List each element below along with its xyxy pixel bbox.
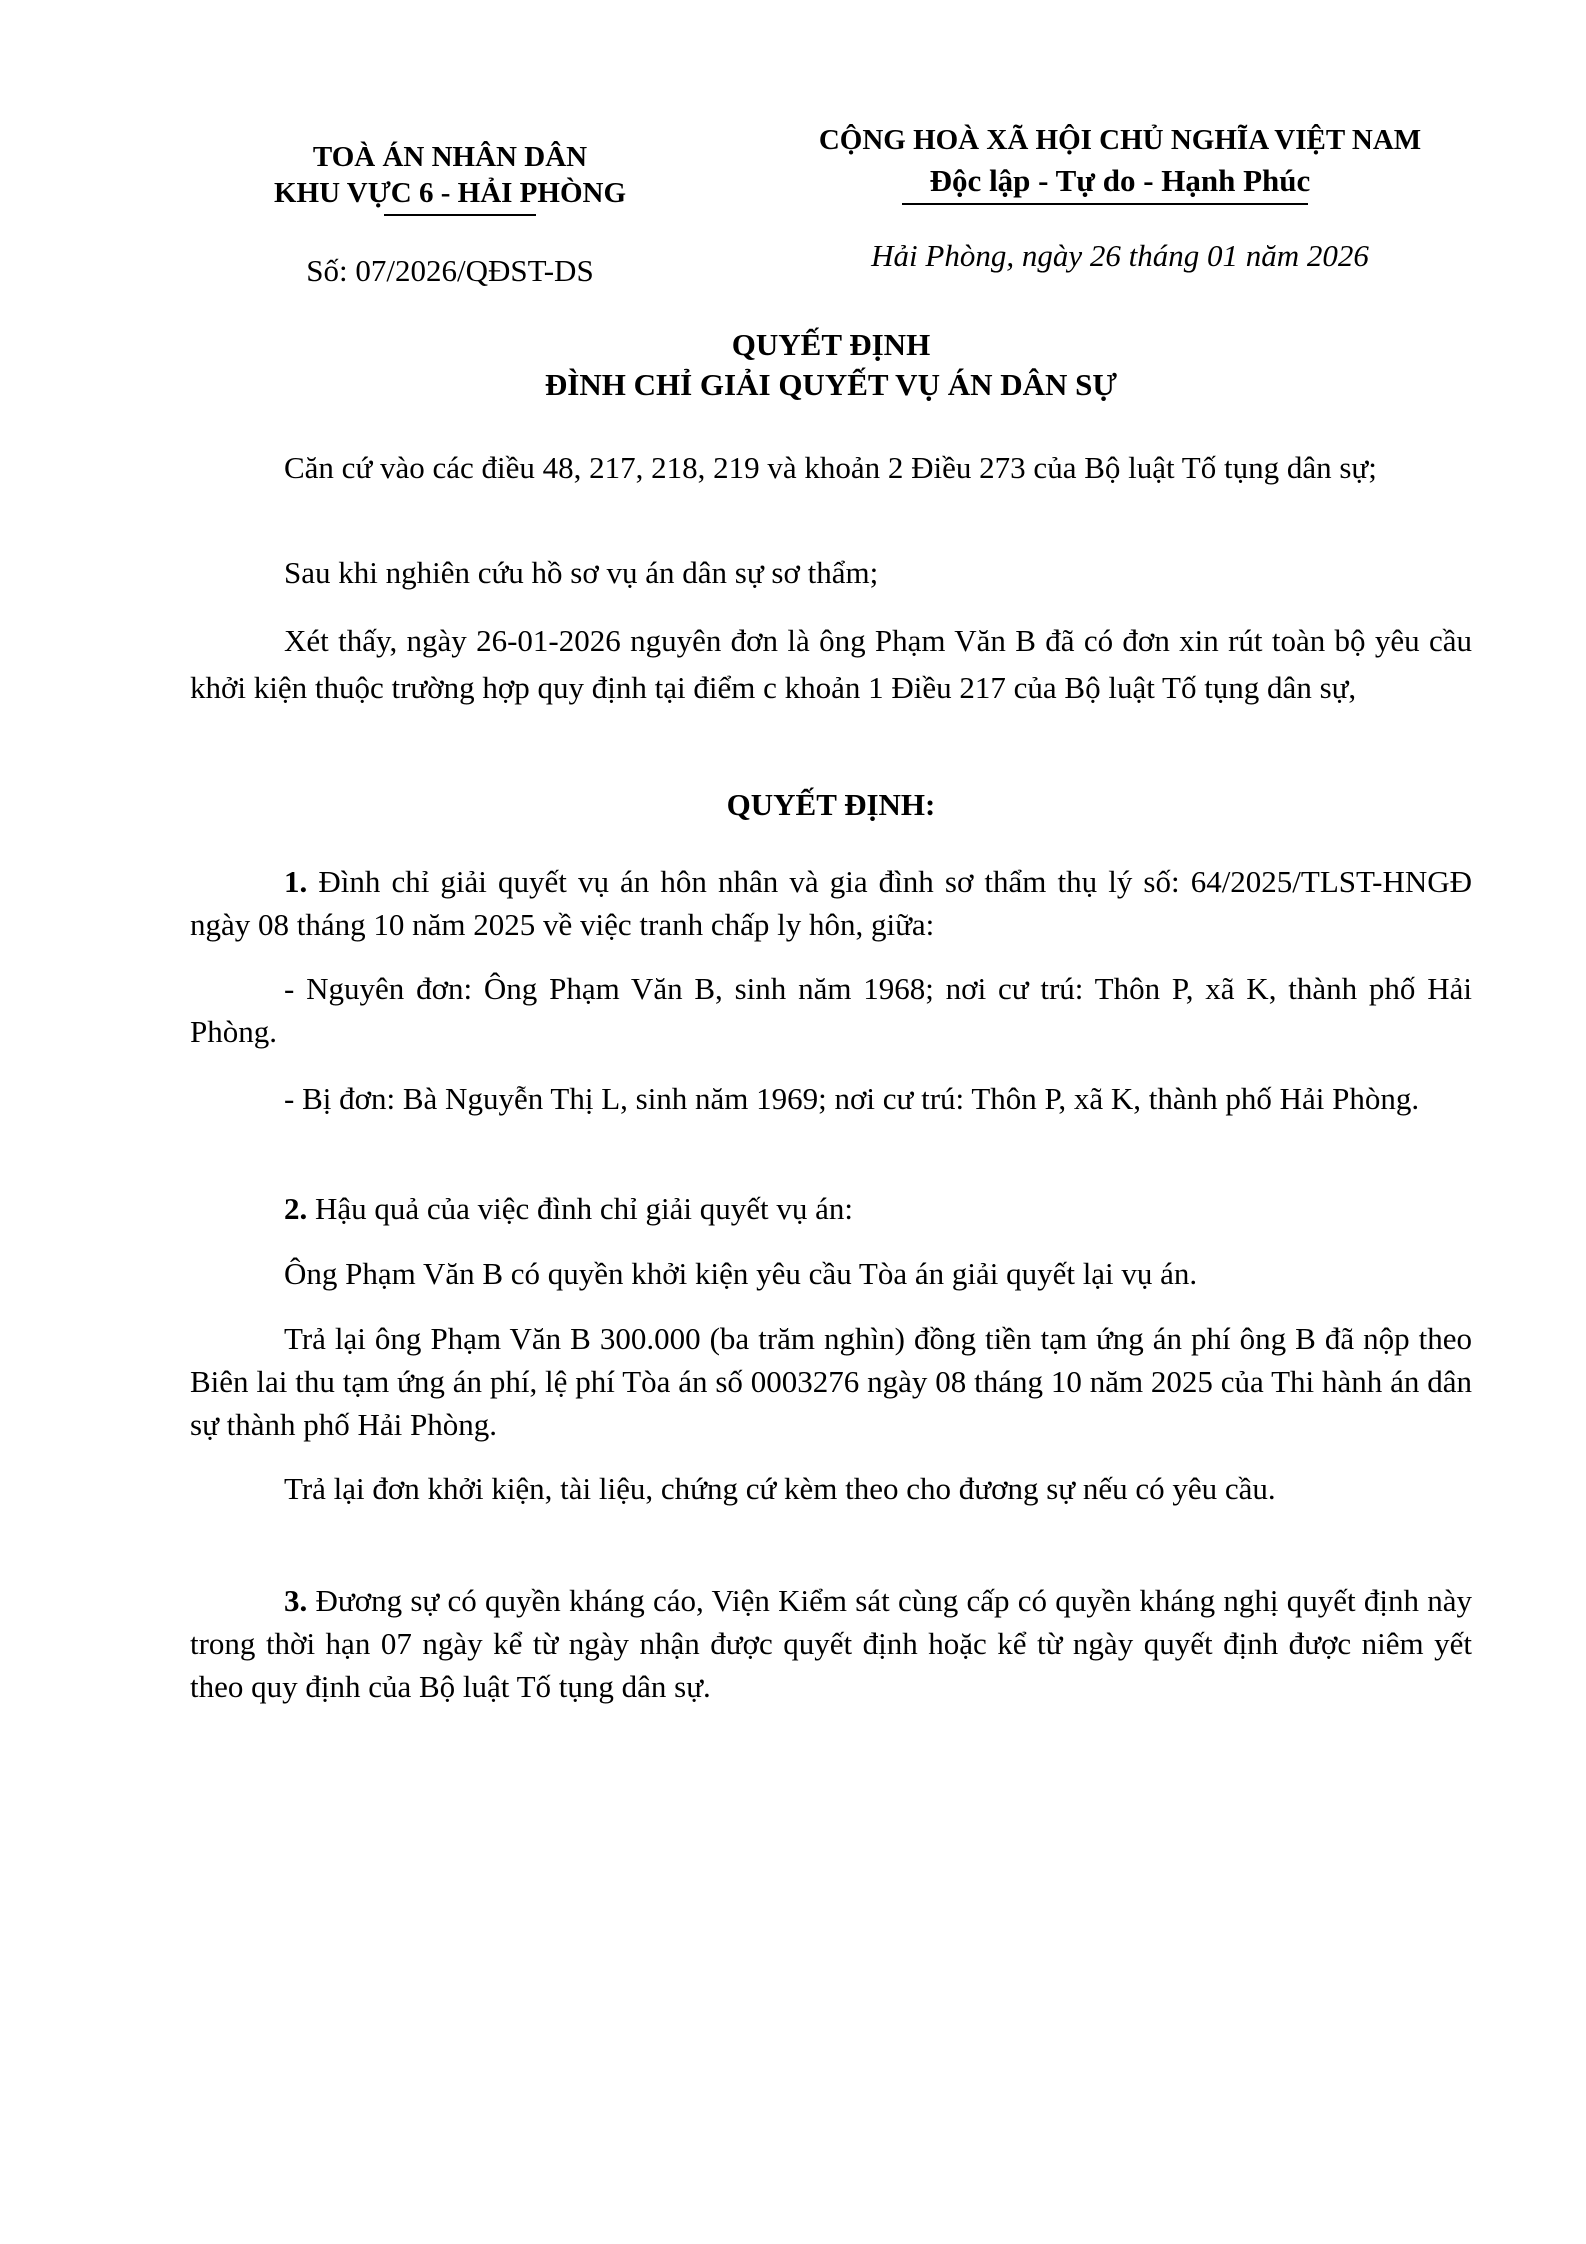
right-to-refile-paragraph: Ông Phạm Văn B có quyền khởi kiện yêu cầu Tòa án giải quyết lại vụ án. (284, 1256, 1198, 1291)
decision-item-2 (190, 1187, 1472, 1230)
finding-paragraph: Xét thấy, ngày 26-01-2026 nguyên đơn là ông Phạm Văn B đã có đơn xin rút toàn bộ yêu cầu khởi kiện thuộc trường hợp quy định tại điểm c khoản 1 Điều 217 của Bộ luật Tố tụng dân sự, (190, 623, 1472, 705)
motto-underline (902, 203, 1308, 205)
court-underline (384, 214, 536, 216)
place-date: Hải Phòng, ngày 26 tháng 01 năm 2026 (871, 238, 1369, 273)
document-number: Số: 07/2026/QĐST-DS (306, 253, 594, 288)
item-number: 2. (284, 1191, 308, 1226)
item-number: 3. (284, 1583, 308, 1618)
item-text: Đình chỉ giải quyết vụ án hôn nhân và gia đình sơ thẩm thụ lý số: 64/2025/TLST-HNGĐ ngày 08 tháng 10 năm 2025 về việc tranh chấp ly hôn, giữa: (190, 864, 1472, 942)
return-documents-paragraph: Trả lại đơn khởi kiện, tài liệu, chứng cứ kèm theo cho đương sự nếu có yêu cầu. (284, 1471, 1276, 1506)
decision-item-1 (190, 860, 1472, 946)
decision-item-3 (190, 1579, 1472, 1708)
plaintiff-paragraph: - Nguyên đơn: Ông Phạm Văn B, sinh năm 1968; nơi cư trú: Thôn P, xã K, thành phố Hải Phòng. (190, 971, 1472, 1049)
national-motto: Độc lập - Tự do - Hạnh Phúc (929, 163, 1311, 198)
legal-basis-paragraph: Căn cứ vào các điều 48, 217, 218, 219 và khoản 2 Điều 273 của Bộ luật Tố tụng dân sự; (284, 450, 1377, 485)
document-subtitle: ĐÌNH CHỈ GIẢI QUYẾT VỤ ÁN DÂN SỰ (544, 367, 1118, 402)
review-paragraph: Sau khi nghiên cứu hồ sơ vụ án dân sự sơ thẩm; (284, 555, 879, 590)
item-number: 1. (284, 864, 308, 899)
defendant-paragraph: - Bị đơn: Bà Nguyễn Thị L, sinh năm 1969; nơi cư trú: Thôn P, xã K, thành phố Hải Phòng. (284, 1081, 1420, 1116)
item-text: Hậu quả của việc đình chỉ giải quyết vụ án: (307, 1191, 854, 1226)
fee-refund-paragraph: Trả lại ông Phạm Văn B 300.000 (ba trăm nghìn) đồng tiền tạm ứng án phí ông B đã nộp theo Biên lai thu tạm ứng án phí, lệ phí Tòa án số 0003276 ngày 08 tháng 10 năm 2025 của Thi hành án dân sự thành phố Hải Phòng. (190, 1321, 1472, 1442)
court-name: TOÀ ÁN NHÂN DÂN (312, 141, 588, 173)
document-title: QUYẾT ĐỊNH (731, 327, 931, 362)
item-text: Đương sự có quyền kháng cáo, Viện Kiểm sát cùng cấp có quyền kháng nghị quyết định này trong thời hạn 07 ngày kể từ ngày nhận được quyết định hoặc kể từ ngày quyết định được niêm yết theo quy định của Bộ luật Tố tụng dân sự. (190, 1583, 1472, 1704)
court-region: KHU VỰC 6 - HẢI PHÒNG (273, 177, 627, 209)
country-name: CỘNG HOÀ XÃ HỘI CHỦ NGHĨA VIỆT NAM (818, 124, 1422, 156)
decision-heading: QUYẾT ĐỊNH: (726, 787, 936, 822)
